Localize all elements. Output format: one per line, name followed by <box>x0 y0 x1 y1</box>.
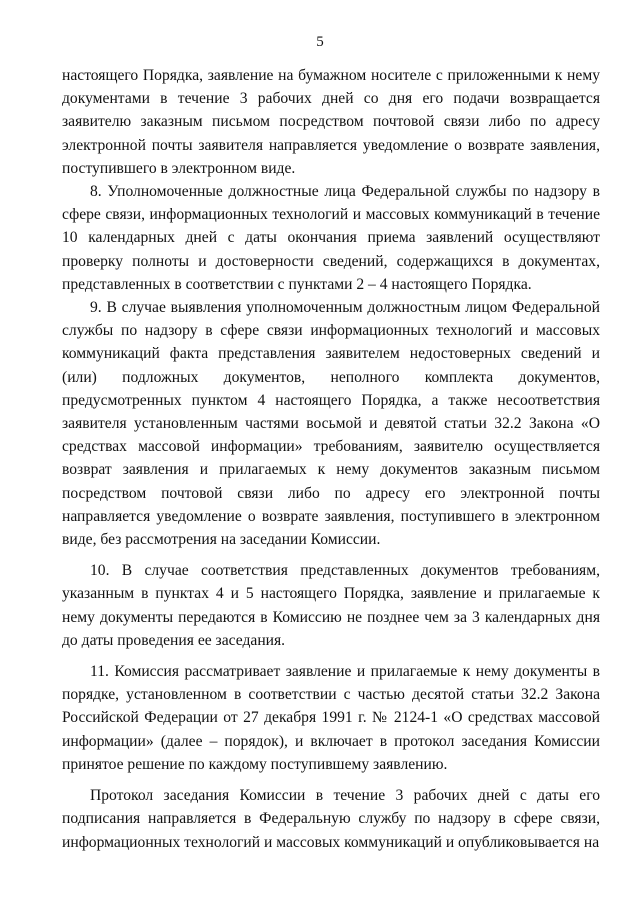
paragraph-item-9: 9. В случае выявления уполномоченным должностным лицом Федеральной службы по надзору в сфере связи информационных технологий и массовых коммуникаций факта представления заявителем недостоверных сведений и (или) подложных документов, неполного комплекта документов, предусмотренных пунктом 4 настоящего Порядка, а также несоответствия заявителя установленным частями восьмой и девятой статьи 32.2 Закона «О средствах массовой информации» требованиям, заявителю осуществляется возврат заявления и прилагаемых к нему документов заказным письмом посредством почтовой связи либо по адресу его электронной почты направляется уведомление о возврате заявления, поступившего в электронном виде, без рассмотрения на заседании Комиссии. <box>62 299 600 549</box>
paragraph-continuation: настоящего Порядка, заявление на бумажном носителе с приложенными к нему документами в течение 3 рабочих дней со дня его подачи возвращается заявителю заказным письмом посредством почтовой связи либо по адресу электронной почты заявителя направляется уведомление о возврате заявления, поступившего в электронном виде. <box>62 67 600 177</box>
paragraph-protocol: Протокол заседания Комиссии в течение 3 рабочих дней с даты его подписания направляется в Федеральную службу по надзору в сфере связи, информационных технологий и массовых коммуникаций и опубликовывается на <box>62 787 600 851</box>
paragraph-item-11: 11. Комиссия рассматривает заявление и прилагаемые к нему документы в порядке, установленном в соответствии с частью десятой статьи 32.2 Закона Российской Федерации от 27 декабря 1991 г. № 2124-1 «О средствах массовой информации» (далее – порядок), и включает в протокол заседания Комиссии принятое решение по каждому поступившему заявлению. <box>62 663 600 773</box>
paragraph-item-10: 10. В случае соответствия представленных документов требованиям, указанным в пунктах 4 и 5 настоящего Порядка, заявление и прилагаемые к нему документы передаются в Комиссию не позднее чем за 3 календарных дня до даты проведения ее заседания. <box>62 562 600 649</box>
paragraph-item-8: 8. Уполномоченные должностные лица Федеральной службы по надзору в сфере связи, информационных технологий и массовых коммуникаций в течение 10 календарных дней с даты окончания приема заявлений осуществляют проверку полноты и достоверности сведений, содержащихся в документах, представленных в соответствии с пунктами 2 – 4 настоящего Порядка. <box>62 183 600 293</box>
document-body <box>62 64 600 854</box>
page-number: 5 <box>316 34 324 50</box>
